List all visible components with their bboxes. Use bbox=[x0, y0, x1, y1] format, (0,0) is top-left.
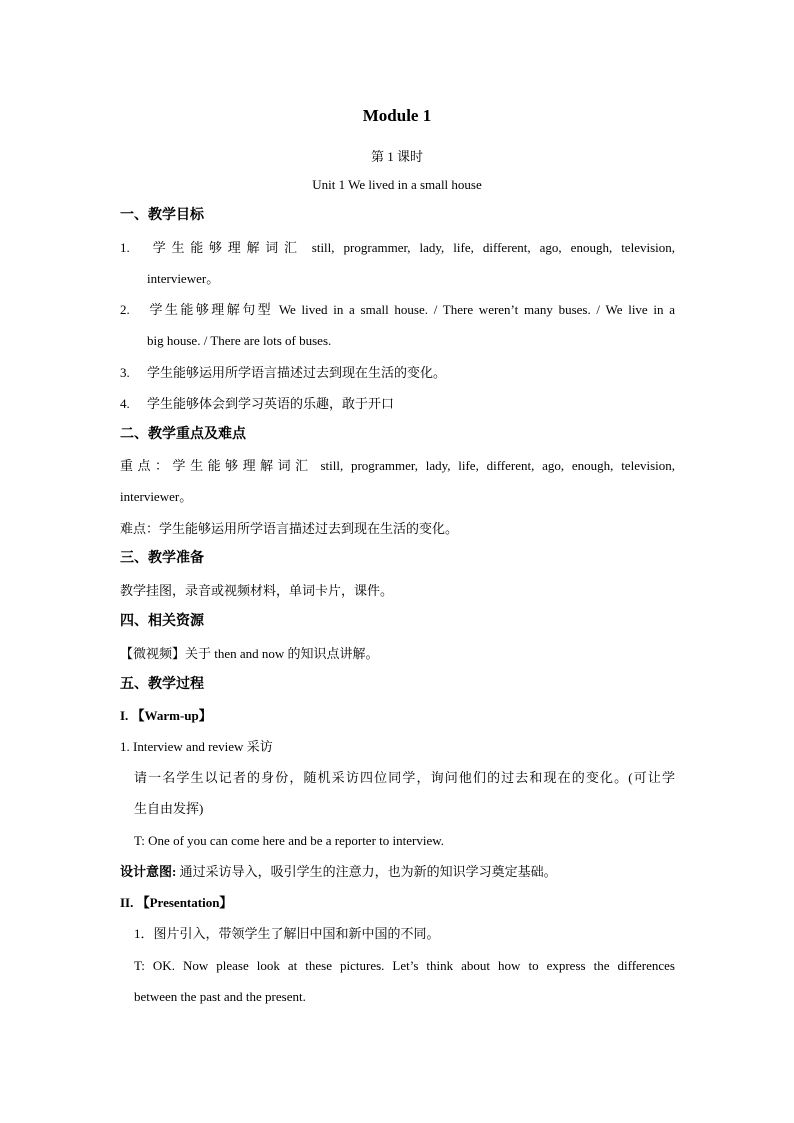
objective-3-text: 学生能够运用所学语言描述过去到现在生活的变化。 bbox=[147, 365, 447, 380]
objective-2 bbox=[120, 301, 675, 319]
objective-4-number: 4. bbox=[120, 396, 130, 411]
warm-up-heading: I. 【Warm-up】 bbox=[120, 708, 212, 723]
section-process-heading: 五、教学过程 bbox=[120, 677, 204, 692]
preparation-text: 教学挂图，录音或视频材料，单词卡片，课件。 bbox=[120, 583, 394, 598]
unit-title: Unit 1 We lived in a small house bbox=[312, 177, 482, 192]
difficult-point-text: 难点：学生能够运用所学语言描述过去到现在生活的变化。 bbox=[120, 521, 459, 536]
objective-2-number: 2. bbox=[120, 302, 130, 317]
key-point-continued: interviewer。 bbox=[120, 489, 193, 504]
objective-4-text: 学生能够体会到学习英语的乐趣，敢于开口 bbox=[147, 396, 395, 411]
presentation-heading: II. 【Presentation】 bbox=[120, 895, 233, 910]
design-intent-text: 通过采访导入，吸引学生的注意力，也为新的知识学习奠定基础。 bbox=[176, 864, 557, 879]
objective-1-continued: interviewer。 bbox=[147, 271, 220, 286]
warm-up-step-1-desc-continued: 生自由发挥) bbox=[134, 801, 204, 816]
section-key-points-heading: 二、教学重点及难点 bbox=[120, 427, 246, 442]
key-point-text: 重点：学生能够理解词汇 still, programmer, lady, life, different, ago, enough, television, bbox=[120, 458, 675, 473]
objective-3 bbox=[120, 364, 675, 382]
design-intent bbox=[120, 863, 675, 881]
module-title: Module 1 bbox=[362, 106, 432, 125]
design-intent-label: 设计意图: bbox=[120, 864, 177, 879]
section-resources-heading: 四、相关资源 bbox=[120, 614, 204, 629]
warm-up-step-1: 1. Interview and review 采访 bbox=[120, 739, 273, 754]
presentation-teacher-line: T: OK. Now please look at these pictures. Let’s think about how to express the differences bbox=[134, 958, 675, 973]
resources-text: 【微视频】关于 then and now 的知识点讲解。 bbox=[120, 646, 379, 661]
section-preparation-heading: 三、教学准备 bbox=[120, 551, 204, 566]
presentation-teacher-line-continued: between the past and the present. bbox=[134, 989, 306, 1004]
warm-up-teacher-line: T: One of you can come here and be a reporter to interview. bbox=[134, 833, 445, 848]
section-objectives-heading: 一、教学目标 bbox=[120, 208, 204, 223]
objective-4 bbox=[120, 395, 675, 413]
objective-3-number: 3. bbox=[120, 365, 130, 380]
objective-1-number: 1. bbox=[120, 240, 130, 255]
objective-2-continued: big house. / There are lots of buses. bbox=[147, 333, 332, 348]
warm-up-step-1-desc: 请一名学生以记者的身份，随机采访四位同学，询问他们的过去和现在的变化。(可让学 bbox=[134, 770, 675, 785]
presentation-step-1: 1．图片引入，带领学生了解旧中国和新中国的不同。 bbox=[134, 926, 440, 941]
objective-1 bbox=[120, 239, 675, 257]
objective-1-text: 学生能够理解词汇 still, programmer, lady, life, different, ago, enough, television, bbox=[147, 240, 675, 255]
objective-2-text: 学生能够理解句型 We lived in a small house. / There weren’t many buses. / We live in a bbox=[147, 302, 675, 317]
lesson-label: 第 1 课时 bbox=[370, 149, 423, 164]
